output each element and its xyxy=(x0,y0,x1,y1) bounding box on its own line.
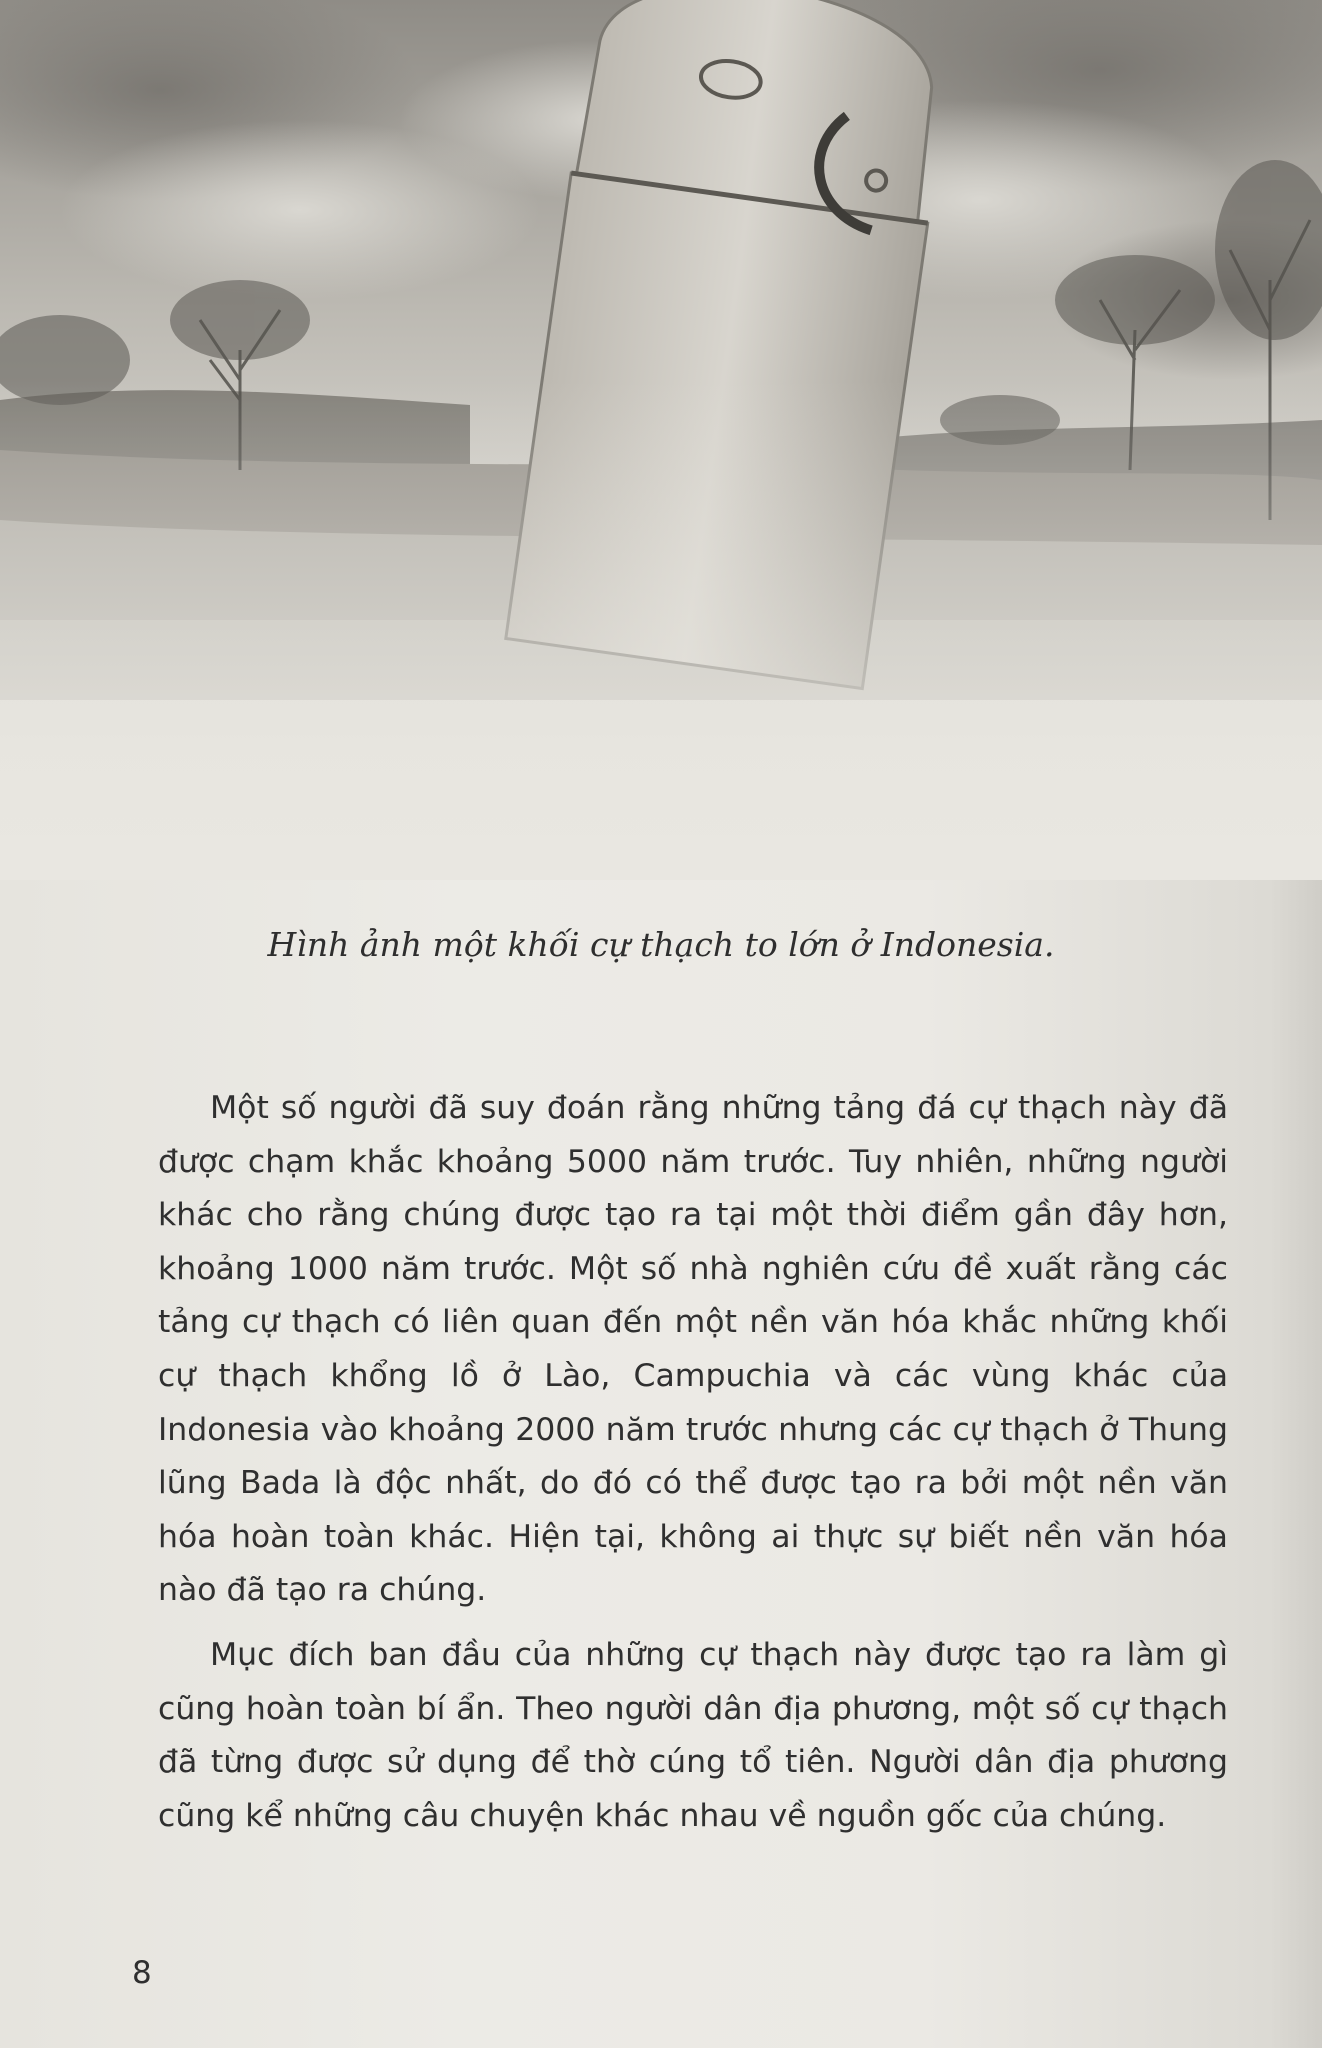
page-number: 8 xyxy=(132,1955,152,1991)
paragraph: Mục đích ban đầu của những cự thạch này được tạo ra làm gì cũng hoàn toàn bí ẩn. Theo người dân địa phương, một số cự thạch đã từng được sử dụng để thờ cúng tổ tiên. Người dân địa phương cũng kể những câu chuyện khác nhau về nguồn gốc của chúng. xyxy=(158,1636,1228,1834)
megalith-photo xyxy=(0,0,1322,880)
body-text xyxy=(158,1082,1228,1854)
paragraph: Một số người đã suy đoán rằng những tảng đá cự thạch này đã được chạm khắc khoảng 5000 năm trước. Tuy nhiên, những người khác cho rằng chúng được tạo ra tại một thời điểm gần đây hơn, khoảng 1000 năm trước. Một số nhà nghiên cứu đề xuất rằng các tảng cự thạch có liên quan đến một nền văn hóa khắc những khối cự thạch khổng lồ ở Lào, Campuchia và các vùng khác của Indonesia vào khoảng 2000 năm trước nhưng các cự thạch ở Thung lũng Bada là độc nhất, do đó có thể được tạo ra bởi một nền văn hóa hoàn toàn khác. Hiện tại, không ai thực sự biết nền văn hóa nào đã tạo ra chúng. xyxy=(158,1090,1228,1609)
figure-caption: Hình ảnh một khối cự thạch to lớn ở Indonesia. xyxy=(267,925,1055,964)
